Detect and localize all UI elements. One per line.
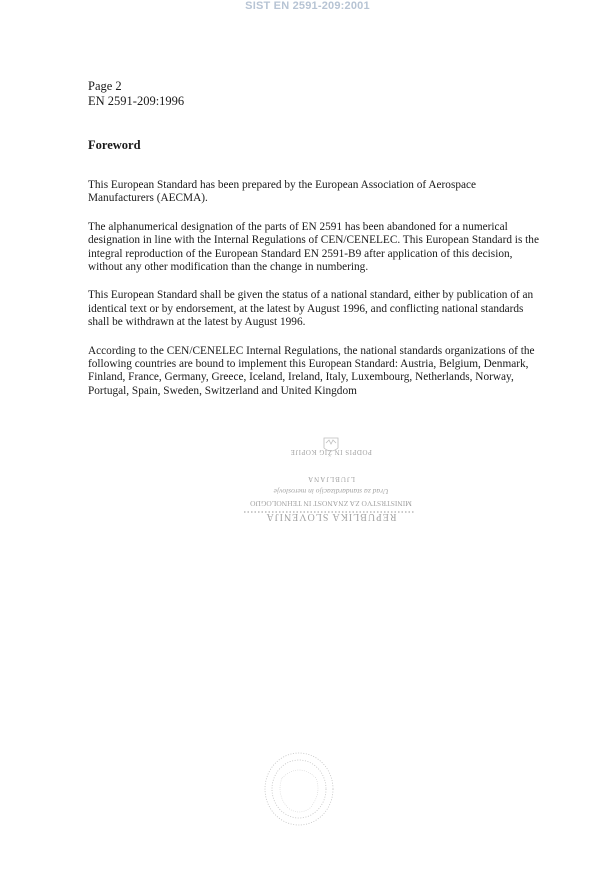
stamp-line-3: Urad za standardizacijo in meroslovje: [273, 487, 389, 496]
page-header: [88, 79, 184, 108]
page-number: Page 2: [88, 79, 122, 93]
foreword-body: [88, 179, 540, 413]
paragraph-designation: The alphanumerical designation of the parts of EN 2591 has been abandoned for a numerical designation in line with the Internal Regulations of CEN/CENELEC. This European Standard is the integral reproduction of the European Standard EN 2591-B9 after application of this decision, without any other modification than the change in numbering.: [88, 220, 539, 274]
paragraph-status: This European Standard shall be given the status of a national standard, either by publication of an identical text or by endorsement, at the latest by August 1996, and conflicting national standards shall be withdrawn at the latest by August 1996.: [88, 289, 534, 329]
stamp-line-2: MINISTRSTVO ZA ZNANOST IN TEHNOLOGIJO: [250, 499, 412, 508]
embossed-seal: [262, 750, 336, 828]
section-title: Foreword: [88, 138, 141, 152]
stamp-line-4: LJUBLJANA: [307, 475, 355, 483]
watermark: SIST EN 2591-209:2001: [245, 0, 370, 12]
stamp-line-5: PODPIS IN ŽIG KOPIJE: [290, 448, 372, 456]
paragraph-countries: According to the CEN/CENELEC Internal Regulations, the national standards organizations of the following countries are bound to implement this European Standard: Austria, Belgium, Denmark, Finland, France, Germany, Greece, Iceland, Ireland, Italy, Luxembourg, Netherlands, Norway, Portugal, Spain, Sweden, Switzerland and United Kingdom: [88, 344, 535, 397]
standard-number: EN 2591-209:1996: [88, 93, 185, 108]
stamp-line-1: REPUBLIKA SLOVENIJA: [265, 511, 397, 522]
official-stamp: [236, 436, 426, 536]
paragraph-prepared-by: This European Standard has been prepared by the European Association of Aerospace Manufacturers (AECMA).: [88, 179, 477, 205]
